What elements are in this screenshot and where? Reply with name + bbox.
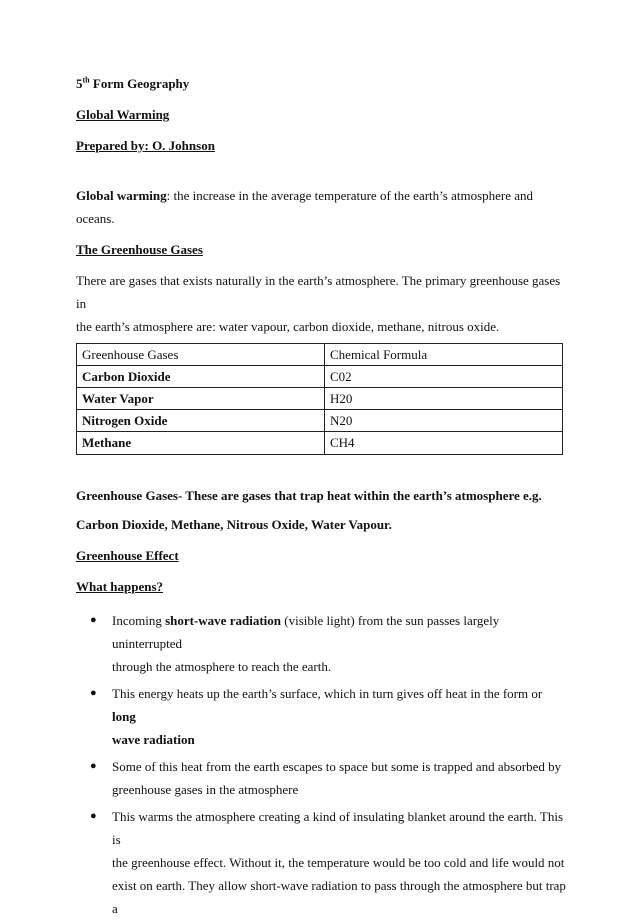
document-page xyxy=(76,72,566,920)
table-header-gas: Greenhouse Gases xyxy=(77,344,325,366)
bullet-text: This energy heats up the earth’s surface, which in turn gives off heat in the form or xyxy=(112,686,543,701)
bullet-text: Some of this heat from the earth escapes to space but some is trapped and absorbed by xyxy=(112,759,562,774)
list-item xyxy=(76,682,566,751)
greenhouse-effect-heading: Greenhouse Effect xyxy=(76,548,179,563)
list-item xyxy=(76,609,566,678)
form-title xyxy=(76,72,566,95)
greenhouse-gases-heading: The Greenhouse Gases xyxy=(76,242,203,257)
what-happens-heading: What happens? xyxy=(76,579,164,594)
table-cell-formula: N20 xyxy=(325,410,563,432)
greenhouse-gases-table xyxy=(76,343,563,455)
greenhouse-intro-line-2: the earth’s atmosphere are: water vapour, carbon dioxide, methane, nitrous oxide. xyxy=(76,319,500,334)
greenhouse-effect-list xyxy=(76,609,566,920)
list-item xyxy=(76,755,566,801)
bullet-bold-text: short-wave radiation xyxy=(165,613,281,628)
table-cell-gas: Carbon Dioxide xyxy=(77,366,325,388)
bullet-text: the greenhouse effect. Without it, the temperature would be too cold and life would not xyxy=(112,855,565,870)
topic-title: Global Warming xyxy=(76,107,170,122)
table-header-row xyxy=(77,344,563,366)
bullet-icon: ● xyxy=(90,614,97,626)
form-superscript: th xyxy=(82,75,90,85)
table-cell-formula: H20 xyxy=(325,388,563,410)
table-row xyxy=(77,432,563,455)
definition-term: Global warming xyxy=(76,188,167,203)
author-line: Prepared by: O. Johnson xyxy=(76,138,215,153)
form-subject: Form Geography xyxy=(89,76,190,91)
bullet-text: Incoming xyxy=(112,613,166,628)
table-cell-formula: CH4 xyxy=(325,432,563,455)
table-cell-formula: C02 xyxy=(325,366,563,388)
global-warming-definition xyxy=(76,184,566,230)
table-cell-gas: Nitrogen Oxide xyxy=(77,410,325,432)
list-item xyxy=(76,805,566,920)
greenhouse-intro-line-1: There are gases that exists naturally in the earth’s atmosphere. The primary greenhouse gases in xyxy=(76,273,561,311)
table-row xyxy=(77,388,563,410)
gases-definition-line-1: Greenhouse Gases- These are gases that trap heat within the earth’s atmosphere e.g. xyxy=(76,488,542,503)
table-cell-gas: Water Vapor xyxy=(77,388,325,410)
bullet-text: exist on earth. They allow short-wave radiation to pass through the atmosphere but trap a xyxy=(112,878,566,916)
table-header-formula: Chemical Formula xyxy=(325,344,563,366)
bullet-bold-text: wave radiation xyxy=(112,732,195,747)
definition-text: : the increase in the average temperature of the earth’s atmosphere and oceans. xyxy=(76,188,534,226)
bullet-icon: ● xyxy=(90,810,97,822)
bullet-text: (visible light) from the sun passes largely uninterrupted xyxy=(112,613,500,651)
bullet-text: This warms the atmosphere creating a kind of insulating blanket around the earth. This is xyxy=(112,809,564,847)
bullet-icon: ● xyxy=(90,760,97,772)
bullet-icon: ● xyxy=(90,687,97,699)
bullet-text: greenhouse gases in the atmosphere xyxy=(112,782,299,797)
bullet-bold-text: long xyxy=(112,709,136,724)
gases-definition-line-2: Carbon Dioxide, Methane, Nitrous Oxide, Water Vapour. xyxy=(76,517,392,532)
table-row xyxy=(77,410,563,432)
table-cell-gas: Methane xyxy=(77,432,325,455)
form-number: 5 xyxy=(76,76,83,91)
bullet-text: through the atmosphere to reach the earth. xyxy=(112,659,332,674)
table-row xyxy=(77,366,563,388)
